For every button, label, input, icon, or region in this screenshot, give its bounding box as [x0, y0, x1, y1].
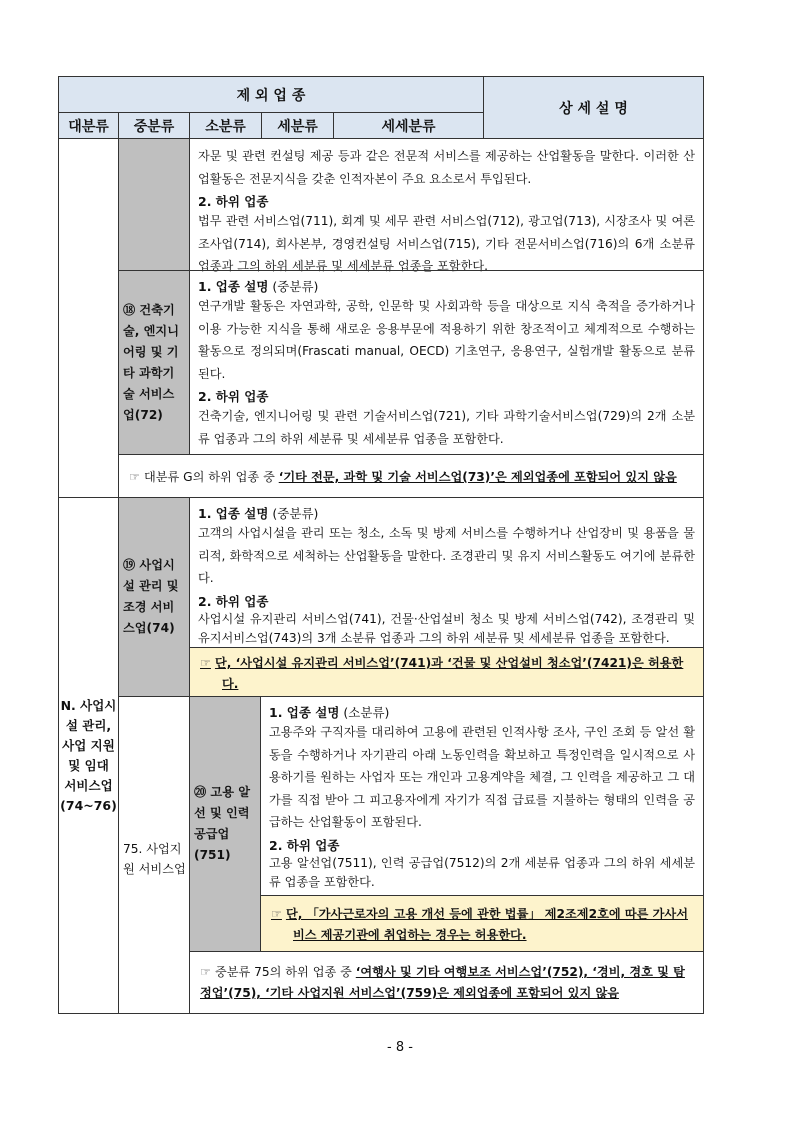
- major-n-label: N. 사업시설 관리, 사업 지원 및 임대 서비스업 (74~76): [60, 697, 117, 813]
- section72-label: ⑱ 건축기술, 엔지니어링 및 기타 과학기술 서비스업(72): [123, 302, 179, 422]
- pointing-hand-icon: ☞: [129, 470, 140, 484]
- detail-cell-74: [189, 497, 704, 648]
- header-detail: 상 세 설 명: [483, 76, 704, 139]
- note-g-prefix: 대분류 G의 하위 업종 중: [143, 470, 279, 484]
- section75-note-text: 단, 「가사근로자의 고용 개선 등에 관한 법률」 제2조제2호에 따른 가사서비스 제공기관에 취업하는 경우는 허용한다.: [285, 907, 688, 942]
- minor-cell-751: [189, 696, 261, 952]
- section74-label: ⑲ 사업시설 관리 및 조경 서비스업(74): [123, 558, 179, 635]
- section75-note: [271, 904, 693, 946]
- section74-heading1-sub: (중분류): [268, 506, 319, 521]
- middle-cell-74: [118, 497, 190, 697]
- note-75: [200, 962, 693, 1004]
- section75-heading1-text: 1. 업종 설명: [269, 705, 340, 720]
- detail-cell-71: [189, 138, 704, 271]
- pointing-hand-icon: ☞: [200, 965, 211, 979]
- note-75-prefix: 중분류 75의 하위 업종 중: [214, 965, 356, 979]
- section74-heading1-text: 1. 업종 설명: [198, 506, 269, 521]
- note-cell-g: [118, 454, 704, 498]
- section71-paragraph1: 자문 및 관련 컨설팅 제공 등과 같은 전문적 서비스를 제공하는 산업활동을 말한다. 이러한 산업활동은 전문지식을 갖춘 인적자본이 주요 요소로서 투입된다.: [198, 149, 695, 186]
- section71-paragraph2: 법무 관련 서비스업(711), 회계 및 세무 관련 서비스업(712), 광고업(713), 시장조사 및 여론조사업(714), 회사본부, 경영컨설팅 서비스업(715), 기타 전문서비스업(716)의 6개 소분류 업종과 그의 하위 세분류 및 세세분류 업종을 포함한다.: [198, 214, 695, 273]
- section74-note: [200, 653, 693, 695]
- note-g-bold: ‘기타 전문, 과학 및 기술 서비스업(73)’은 제외업종에 포함되어 있지 않음: [278, 470, 677, 484]
- major-cell-n: [58, 497, 119, 1014]
- section74-heading2: 2. 하위 업종: [198, 593, 269, 609]
- header-middle: 중분류: [118, 112, 190, 139]
- section72-heading2: 2. 하위 업종: [198, 389, 269, 404]
- section72-heading1-text: 1. 업종 설명: [198, 279, 269, 294]
- pointing-hand-icon: ☞: [200, 656, 211, 670]
- section75-label: ⑳ 고용 알선 및 인력 공급업(751): [194, 785, 250, 862]
- note-cell-74: [189, 647, 704, 697]
- section74-paragraph2: 사업시설 유지관리 서비스업(741), 건물·산업설비 청소 및 방제 서비스업(742), 조경관리 및 유지서비스업(743)의 3개 소분류 업종과 그의 하위 세분류 및 세세분류 업종을 포함한다.: [198, 611, 695, 645]
- section72-heading1: [198, 277, 695, 295]
- section72-paragraph1: 연구개발 활동은 자연과학, 공학, 인문학 및 사회과학 등을 대상으로 지식 축적을 증가하거나 이용 가능한 지식을 통해 새로운 응용부문에 적용하기 위한 창조적이고 체계적으로 수행하는 활동으로 정의되며(Frascati manual, OECD) 기초연구, 응용연구, 실험개발 활동으로 분류된다.: [198, 299, 695, 381]
- pointing-hand-icon: ☞: [271, 907, 282, 921]
- note-cell-75: [189, 951, 704, 1014]
- section75-paragraph1: 고용주와 구직자를 대리하여 고용에 관련된 인적사항 조사, 구인 조회 등 알선 활동을 수행하거나 자기관리 아래 노동인력을 확보하고 특정인력을 일시적으로 사용하기를 원하는 사업자 또는 개인과 고용계약을 체결, 그 인력을 제공하고 그 대가를 직접 받아 그 피고용자에게 자기가 직접 급료를 지불하는 형태의 인력을 공급하는 산업활동이 포함된다.: [269, 725, 695, 829]
- section75-heading1: [269, 703, 695, 721]
- section74-heading1: [198, 504, 695, 522]
- middle-cell-72: [118, 270, 190, 455]
- header-sub: 세분류: [261, 112, 334, 139]
- section72-heading1-sub: (중분류): [268, 279, 319, 294]
- detail-cell-751: [260, 696, 704, 896]
- detail-cell-72: [189, 270, 704, 455]
- header-excluded: 제 외 업 종: [58, 76, 484, 113]
- middle-cell-75: [118, 696, 190, 1014]
- section75-middle-label: 75. 사업지원 서비스업: [123, 842, 186, 876]
- header-major: 대분류: [58, 112, 119, 139]
- note-cell-751: [260, 895, 704, 952]
- note-75-bold: ‘여행사 및 기타 여행보조 서비스업’(752), ‘경비, 경호 및 탐정업’(75), ‘기타 사업지원 서비스업’(759)은 제외업종에 포함되어 있지 않음: [200, 965, 685, 1000]
- section75-heading2: 2. 하위 업종: [269, 837, 340, 853]
- header-subsub: 세세분류: [333, 112, 484, 139]
- note-g: [129, 467, 693, 488]
- header-minor: 소분류: [189, 112, 262, 139]
- section75-heading1-sub: (소분류): [339, 705, 390, 720]
- section71-heading2: 2. 하위 업종: [198, 194, 269, 209]
- middle-cell-71: [118, 138, 190, 271]
- major-cell-g: [58, 138, 119, 498]
- page-number: - 8 -: [387, 1040, 413, 1055]
- section75-paragraph2: 고용 알선업(7511), 인력 공급업(7512)의 2개 세분류 업종과 그의 하위 세세분류 업종을 포함한다.: [269, 855, 695, 889]
- section72-paragraph2: 건축기술, 엔지니어링 및 관련 기술서비스업(721), 기타 과학기술서비스업(729)의 2개 소분류 업종과 그의 하위 세분류 및 세세분류 업종을 포함한다.: [198, 409, 695, 446]
- section74-paragraph1: 고객의 사업시설을 관리 또는 청소, 소독 및 방제 서비스를 수행하거나 산업장비 및 용품을 물리적, 화학적으로 세척하는 산업활동을 말한다. 조경관리 및 유지 서비스활동도 여기에 분류한다.: [198, 526, 695, 585]
- section74-note-text: 단, ‘사업시설 유지관리 서비스업’(741)과 ‘건물 및 산업설비 청소업’(7421)은 허용한다.: [214, 656, 684, 691]
